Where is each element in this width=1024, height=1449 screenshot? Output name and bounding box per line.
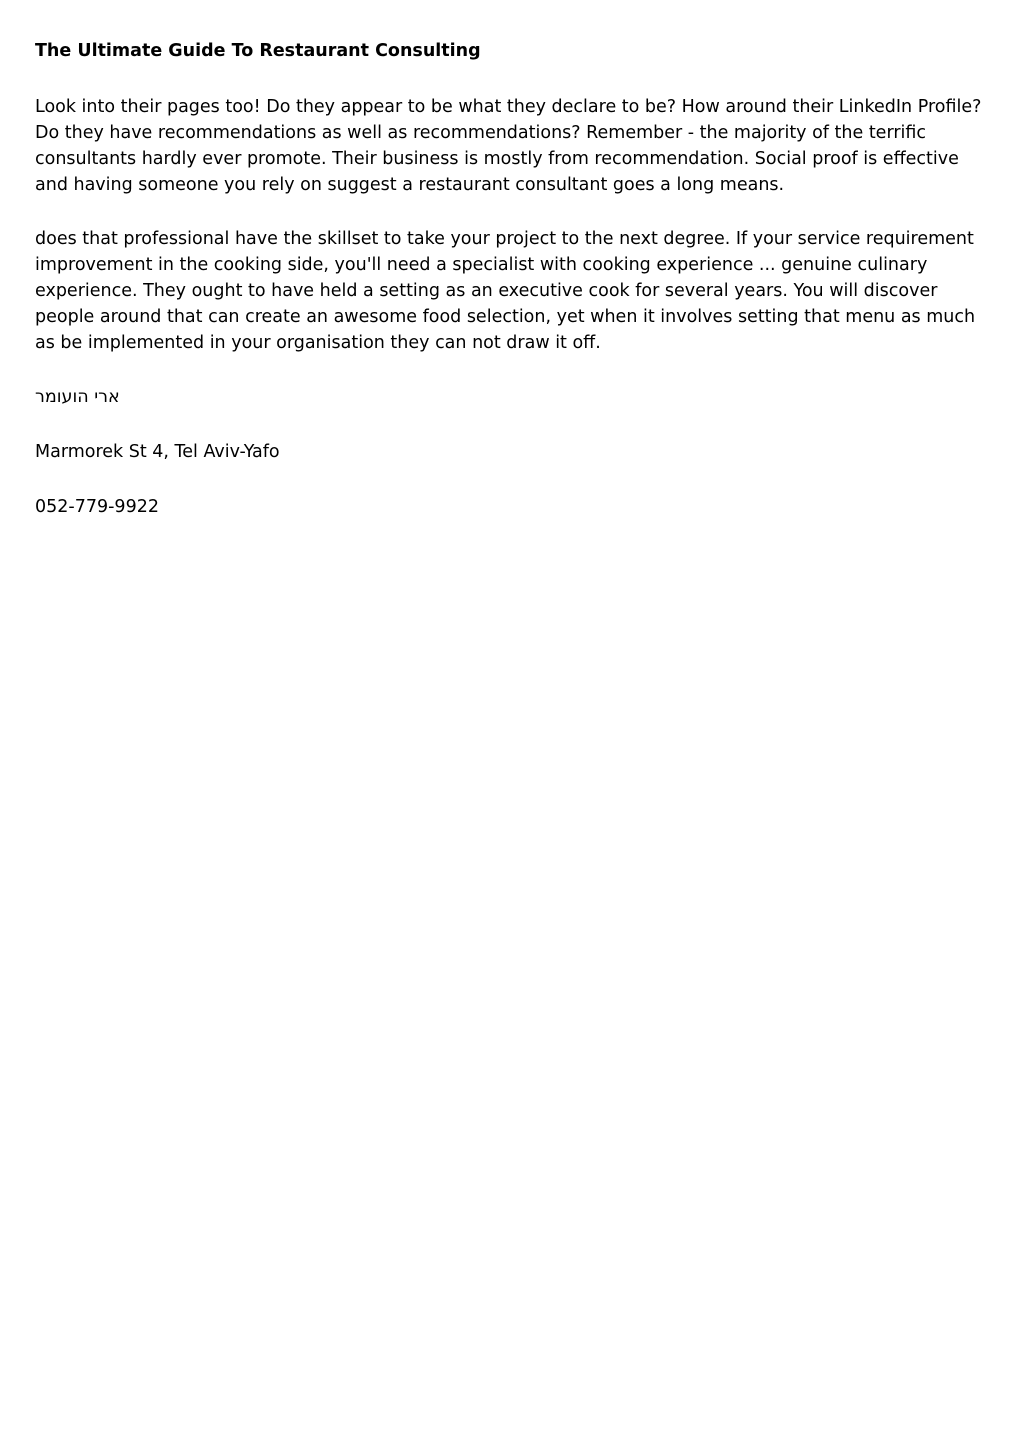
contact-name-hebrew: ארי הועומר bbox=[35, 387, 120, 407]
paragraph-consultant-research: Look into their pages too! Do they appear to be what they declare to be? How around their LinkedIn Profile? Do they have recommendations as well as recommendations? Remember - the majority of the terrific consultants hardly ever promote. Their business is mostly from recommendation. Social proof is effective and having someone you rely on suggest a restaurant consultant goes a long means. bbox=[35, 97, 982, 195]
paragraph-consultant-skillset: does that professional have the skillset to take your project to the next degree. If your service requirement improvement in the cooking side, you'll need a specialist with cooking experience ... genuine culinary experience. They ought to have held a setting as an executive cook for several years. You will discover people around that can create an awesome food selection, yet when it involves setting that menu as much as be implemented in your organisation they can not draw it off. bbox=[35, 229, 976, 353]
contact-phone: 052-779-9922 bbox=[35, 497, 159, 517]
contact-name-row bbox=[35, 384, 995, 410]
contact-address: Marmorek St 4, Tel Aviv-Yafo bbox=[35, 442, 280, 462]
document-page bbox=[35, 38, 995, 549]
document-title: The Ultimate Guide To Restaurant Consulting bbox=[35, 41, 481, 61]
